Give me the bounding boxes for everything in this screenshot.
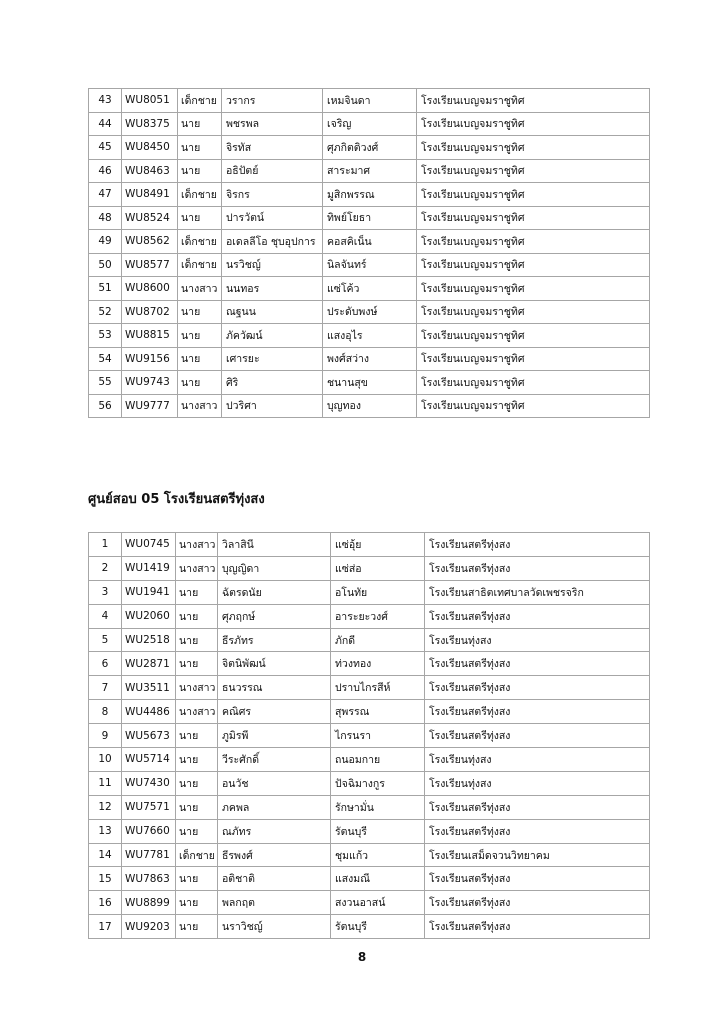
- cell-title: นาย: [178, 206, 222, 230]
- cell-last-name: สุพรรณ: [331, 700, 425, 724]
- exam-center-heading: ศูนย์สอบ 05 โรงเรียนสตรีทุ่งสง: [88, 492, 265, 507]
- cell-school: โรงเรียนสตรีทุ่งสง: [425, 676, 650, 700]
- table-row: [89, 112, 650, 136]
- cell-title: นาย: [178, 159, 222, 183]
- cell-school: โรงเรียนเบญจมราชูทิศ: [417, 183, 650, 207]
- table-row: [89, 676, 650, 700]
- cell-title: นางสาว: [176, 556, 218, 580]
- cell-first-name: ภูมิรพี: [218, 724, 331, 748]
- cell-first-name: ธนวรรณ: [218, 676, 331, 700]
- cell-title: นาย: [176, 891, 218, 915]
- cell-last-name: ศุภกิตติวงศ์: [323, 136, 417, 160]
- cell-last-name: ภักดี: [331, 628, 425, 652]
- cell-first-name: ธีรภัทร: [218, 628, 331, 652]
- cell-number: 55: [89, 371, 122, 395]
- cell-school: โรงเรียนสตรีทุ่งสง: [425, 891, 650, 915]
- cell-number: 48: [89, 206, 122, 230]
- cell-school: โรงเรียนสตรีทุ่งสง: [425, 556, 650, 580]
- table-row: [89, 253, 650, 277]
- cell-title: นางสาว: [178, 394, 222, 418]
- cell-first-name: จิรกร: [222, 183, 323, 207]
- table-row: [89, 748, 650, 772]
- cell-school: โรงเรียนเบญจมราชูทิศ: [417, 89, 650, 113]
- cell-school: โรงเรียนเบญจมราชูทิศ: [417, 136, 650, 160]
- cell-first-name: พลกฤต: [218, 891, 331, 915]
- cell-last-name: นิลจันทร์: [323, 253, 417, 277]
- table-row: [89, 556, 650, 580]
- cell-applicant-id: WU5714: [122, 748, 176, 772]
- cell-applicant-id: WU9203: [122, 915, 176, 939]
- cell-number: 9: [89, 724, 122, 748]
- table-row: [89, 136, 650, 160]
- cell-title: นาย: [176, 604, 218, 628]
- table-row: [89, 394, 650, 418]
- table-row: [89, 628, 650, 652]
- cell-last-name: อโนทัย: [331, 580, 425, 604]
- cell-number: 4: [89, 604, 122, 628]
- cell-school: โรงเรียนสตรีทุ่งสง: [425, 915, 650, 939]
- cell-title: นาย: [178, 371, 222, 395]
- cell-first-name: ณภัทร: [218, 819, 331, 843]
- cell-school: โรงเรียนทุ่งสง: [425, 628, 650, 652]
- cell-last-name: พงศ์สว่าง: [323, 347, 417, 371]
- cell-first-name: นรวิชญ์: [222, 253, 323, 277]
- table-row: [89, 159, 650, 183]
- cell-first-name: จิรทัส: [222, 136, 323, 160]
- cell-last-name: ถนอมกาย: [331, 748, 425, 772]
- cell-school: โรงเรียนเบญจมราชูทิศ: [417, 206, 650, 230]
- cell-first-name: ศิริ: [222, 371, 323, 395]
- cell-applicant-id: WU8463: [122, 159, 178, 183]
- cell-title: นาย: [178, 112, 222, 136]
- cell-last-name: มูสิกพรรณ: [323, 183, 417, 207]
- cell-last-name: ชนานสุข: [323, 371, 417, 395]
- cell-last-name: ปัจฉิมางกูร: [331, 771, 425, 795]
- cell-number: 7: [89, 676, 122, 700]
- cell-applicant-id: WU8375: [122, 112, 178, 136]
- cell-first-name: วีระศักดิ์: [218, 748, 331, 772]
- cell-title: นาย: [176, 819, 218, 843]
- table-row: [89, 700, 650, 724]
- table-row: [89, 183, 650, 207]
- cell-last-name: รัตนบุรี: [331, 819, 425, 843]
- cell-applicant-id: WU9156: [122, 347, 178, 371]
- cell-title: นาย: [176, 580, 218, 604]
- cell-school: โรงเรียนเบญจมราชูทิศ: [417, 253, 650, 277]
- cell-last-name: เจริญ: [323, 112, 417, 136]
- cell-last-name: เหมจินดา: [323, 89, 417, 113]
- cell-applicant-id: WU1419: [122, 556, 176, 580]
- cell-number: 14: [89, 843, 122, 867]
- cell-first-name: คณิศร: [218, 700, 331, 724]
- cell-last-name: แสงมณี: [331, 867, 425, 891]
- cell-title: นางสาว: [176, 676, 218, 700]
- cell-last-name: แซ่โค้ว: [323, 277, 417, 301]
- cell-number: 47: [89, 183, 122, 207]
- cell-title: เด็กชาย: [178, 253, 222, 277]
- cell-number: 6: [89, 652, 122, 676]
- cell-title: นางสาว: [176, 533, 218, 557]
- cell-first-name: ปวริศา: [222, 394, 323, 418]
- cell-applicant-id: WU4486: [122, 700, 176, 724]
- cell-first-name: นนทอร: [222, 277, 323, 301]
- cell-last-name: แสงอุไร: [323, 324, 417, 348]
- cell-number: 51: [89, 277, 122, 301]
- cell-school: โรงเรียนเบญจมราชูทิศ: [417, 159, 650, 183]
- cell-applicant-id: WU7781: [122, 843, 176, 867]
- table-row: [89, 867, 650, 891]
- table-row: [89, 324, 650, 348]
- cell-title: เด็กชาย: [178, 89, 222, 113]
- cell-first-name: วิลาสินี: [218, 533, 331, 557]
- cell-first-name: ณฐนน: [222, 300, 323, 324]
- cell-school: โรงเรียนเบญจมราชูทิศ: [417, 394, 650, 418]
- cell-applicant-id: WU2060: [122, 604, 176, 628]
- cell-applicant-id: WU9777: [122, 394, 178, 418]
- cell-last-name: ชุมแก้ว: [331, 843, 425, 867]
- cell-applicant-id: WU0745: [122, 533, 176, 557]
- cell-last-name: ปราบไกรสีห์: [331, 676, 425, 700]
- cell-number: 45: [89, 136, 122, 160]
- cell-number: 52: [89, 300, 122, 324]
- cell-school: โรงเรียนเบญจมราชูทิศ: [417, 112, 650, 136]
- table-row: [89, 724, 650, 748]
- cell-last-name: ท่วงทอง: [331, 652, 425, 676]
- table-row: [89, 533, 650, 557]
- cell-number: 54: [89, 347, 122, 371]
- cell-applicant-id: WU3511: [122, 676, 176, 700]
- cell-last-name: สงวนอาสน์: [331, 891, 425, 915]
- cell-first-name: อธิปัตย์: [222, 159, 323, 183]
- cell-last-name: รักษามั่น: [331, 795, 425, 819]
- table-row: [89, 277, 650, 301]
- table-row: [89, 300, 650, 324]
- cell-applicant-id: WU8600: [122, 277, 178, 301]
- cell-first-name: อเดลลีโอ ชุบอุปการ: [222, 230, 323, 254]
- cell-title: นาย: [178, 300, 222, 324]
- cell-school: โรงเรียนสาธิตเทศบาลวัดเพชรจริก: [425, 580, 650, 604]
- cell-school: โรงเรียนสตรีทุ่งสง: [425, 604, 650, 628]
- cell-last-name: แซ่ส่อ: [331, 556, 425, 580]
- cell-applicant-id: WU2871: [122, 652, 176, 676]
- cell-first-name: นราวิชญ์: [218, 915, 331, 939]
- cell-first-name: อติชาติ: [218, 867, 331, 891]
- cell-title: เด็กชาย: [178, 230, 222, 254]
- cell-title: นาย: [178, 324, 222, 348]
- cell-number: 44: [89, 112, 122, 136]
- cell-first-name: เศารยะ: [222, 347, 323, 371]
- cell-school: โรงเรียนทุ่งสง: [425, 771, 650, 795]
- cell-first-name: บุญญิดา: [218, 556, 331, 580]
- cell-number: 15: [89, 867, 122, 891]
- table-row: [89, 795, 650, 819]
- cell-applicant-id: WU7571: [122, 795, 176, 819]
- cell-last-name: ทิพย์โยธา: [323, 206, 417, 230]
- cell-first-name: ภคพล: [218, 795, 331, 819]
- roster-table-bottom: [88, 532, 650, 939]
- cell-number: 2: [89, 556, 122, 580]
- cell-first-name: ฉัตรดนัย: [218, 580, 331, 604]
- cell-applicant-id: WU8562: [122, 230, 178, 254]
- table-row: [89, 891, 650, 915]
- cell-number: 53: [89, 324, 122, 348]
- cell-number: 11: [89, 771, 122, 795]
- cell-title: นาย: [176, 748, 218, 772]
- cell-number: 50: [89, 253, 122, 277]
- cell-applicant-id: WU2518: [122, 628, 176, 652]
- cell-school: โรงเรียนทุ่งสง: [425, 748, 650, 772]
- cell-school: โรงเรียนเบญจมราชูทิศ: [417, 347, 650, 371]
- cell-number: 46: [89, 159, 122, 183]
- table-row: [89, 230, 650, 254]
- cell-applicant-id: WU8051: [122, 89, 178, 113]
- cell-title: นาย: [176, 795, 218, 819]
- cell-school: โรงเรียนสตรีทุ่งสง: [425, 867, 650, 891]
- cell-title: นางสาว: [176, 700, 218, 724]
- cell-last-name: ประดับพงษ์: [323, 300, 417, 324]
- cell-number: 43: [89, 89, 122, 113]
- cell-number: 1: [89, 533, 122, 557]
- cell-number: 8: [89, 700, 122, 724]
- cell-school: โรงเรียนสตรีทุ่งสง: [425, 533, 650, 557]
- cell-applicant-id: WU7430: [122, 771, 176, 795]
- cell-school: โรงเรียนเบญจมราชูทิศ: [417, 371, 650, 395]
- cell-last-name: แซ่อุ้ย: [331, 533, 425, 557]
- cell-first-name: พชรพล: [222, 112, 323, 136]
- cell-title: นาย: [176, 652, 218, 676]
- cell-number: 3: [89, 580, 122, 604]
- cell-last-name: สาระมาศ: [323, 159, 417, 183]
- cell-number: 13: [89, 819, 122, 843]
- cell-applicant-id: WU7660: [122, 819, 176, 843]
- cell-first-name: จิตนิพัฒน์: [218, 652, 331, 676]
- cell-title: นางสาว: [178, 277, 222, 301]
- roster-table-bottom-body: [89, 533, 650, 939]
- cell-number: 56: [89, 394, 122, 418]
- cell-last-name: รัตนบุรี: [331, 915, 425, 939]
- page-number: 8: [357, 950, 367, 964]
- cell-school: โรงเรียนสตรีทุ่งสง: [425, 724, 650, 748]
- cell-number: 17: [89, 915, 122, 939]
- roster-table-top-body: [89, 89, 650, 418]
- cell-applicant-id: WU8815: [122, 324, 178, 348]
- table-row: [89, 604, 650, 628]
- table-row: [89, 819, 650, 843]
- table-row: [89, 206, 650, 230]
- cell-first-name: ศุภฤกษ์: [218, 604, 331, 628]
- cell-applicant-id: WU8702: [122, 300, 178, 324]
- cell-title: นาย: [178, 347, 222, 371]
- cell-applicant-id: WU1941: [122, 580, 176, 604]
- cell-applicant-id: WU8450: [122, 136, 178, 160]
- cell-first-name: วรากร: [222, 89, 323, 113]
- table-row: [89, 652, 650, 676]
- cell-title: นาย: [176, 867, 218, 891]
- cell-applicant-id: WU8491: [122, 183, 178, 207]
- cell-school: โรงเรียนสตรีทุ่งสง: [425, 795, 650, 819]
- cell-school: โรงเรียนสตรีทุ่งสง: [425, 652, 650, 676]
- table-row: [89, 771, 650, 795]
- cell-number: 12: [89, 795, 122, 819]
- table-row: [89, 89, 650, 113]
- cell-last-name: บุญทอง: [323, 394, 417, 418]
- cell-applicant-id: WU8524: [122, 206, 178, 230]
- roster-table-top: [88, 88, 650, 418]
- cell-last-name: อาระยะวงศ์: [331, 604, 425, 628]
- cell-title: นาย: [178, 136, 222, 160]
- cell-school: โรงเรียนเบญจมราชูทิศ: [417, 277, 650, 301]
- cell-applicant-id: WU5673: [122, 724, 176, 748]
- cell-applicant-id: WU8577: [122, 253, 178, 277]
- cell-title: เด็กชาย: [176, 843, 218, 867]
- cell-school: โรงเรียนสตรีทุ่งสง: [425, 819, 650, 843]
- cell-number: 49: [89, 230, 122, 254]
- table-row: [89, 843, 650, 867]
- cell-applicant-id: WU8899: [122, 891, 176, 915]
- cell-number: 5: [89, 628, 122, 652]
- table-row: [89, 580, 650, 604]
- cell-school: โรงเรียนเสม็ดจวนวิทยาคม: [425, 843, 650, 867]
- cell-title: นาย: [176, 915, 218, 939]
- cell-number: 10: [89, 748, 122, 772]
- cell-first-name: ภัควัฒน์: [222, 324, 323, 348]
- cell-last-name: คอสคิเน็น: [323, 230, 417, 254]
- cell-first-name: อนวัช: [218, 771, 331, 795]
- cell-school: โรงเรียนเบญจมราชูทิศ: [417, 324, 650, 348]
- cell-school: โรงเรียนเบญจมราชูทิศ: [417, 300, 650, 324]
- cell-title: นาย: [176, 771, 218, 795]
- table-row: [89, 915, 650, 939]
- cell-school: โรงเรียนสตรีทุ่งสง: [425, 700, 650, 724]
- cell-title: เด็กชาย: [178, 183, 222, 207]
- table-row: [89, 347, 650, 371]
- cell-first-name: ปารวัตน์: [222, 206, 323, 230]
- cell-applicant-id: WU9743: [122, 371, 178, 395]
- cell-last-name: ไกรนรา: [331, 724, 425, 748]
- cell-applicant-id: WU7863: [122, 867, 176, 891]
- cell-number: 16: [89, 891, 122, 915]
- cell-title: นาย: [176, 628, 218, 652]
- cell-first-name: ธีรพงศ์: [218, 843, 331, 867]
- cell-school: โรงเรียนเบญจมราชูทิศ: [417, 230, 650, 254]
- table-row: [89, 371, 650, 395]
- cell-title: นาย: [176, 724, 218, 748]
